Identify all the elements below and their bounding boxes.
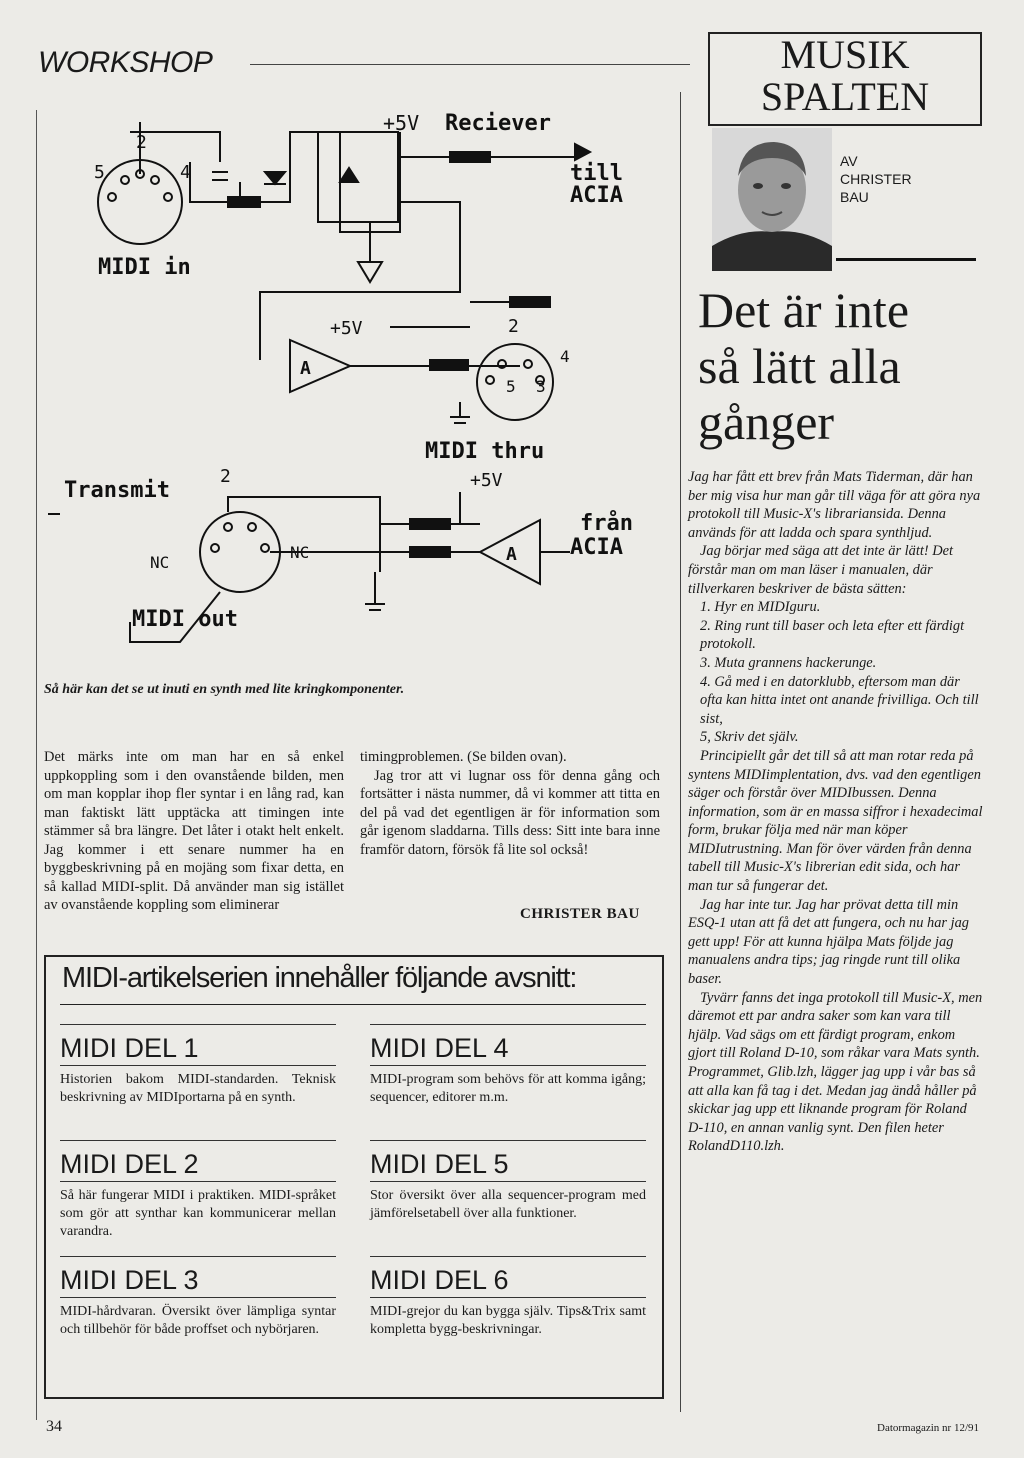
pin-label: 2 <box>508 316 519 337</box>
series-section <box>60 1140 336 1241</box>
header-rule <box>250 64 690 65</box>
body-column-1 <box>44 748 344 915</box>
headline <box>698 282 998 450</box>
pin-label: 2 <box>220 466 231 487</box>
thru-buffer <box>290 340 350 392</box>
list-item: 3. Muta grannens hackerunge. <box>700 654 877 671</box>
label-plus5-receiver: +5V <box>383 111 420 135</box>
paragraph: Jag har fått ett brev från Mats Tiderman, där han ber mig visa hur man går till väga för att göra nya protokoll till Music-X's librariansida. Denna används för att ladda och spara synthljud. <box>688 469 981 541</box>
label-midi-out: MIDI out <box>132 607 238 632</box>
list-item: 1. Hyr en MIDIguru. <box>700 599 821 616</box>
byline-last-name: BAU <box>840 189 869 205</box>
series-section-desc: Så här fungerar MIDI i praktiken. MIDI-språket som gör att synthar kan kommunicerar mellan varandra. <box>60 1188 336 1239</box>
label-midi-thru: MIDI thru <box>425 439 545 464</box>
pin-label: 5 <box>94 162 105 183</box>
portrait-image <box>712 128 832 271</box>
label-nc-left: NC <box>150 553 170 572</box>
pin-label: 2 <box>136 132 147 153</box>
byline-rule <box>836 258 976 261</box>
left-margin-rule <box>36 110 37 1420</box>
column-rule <box>680 92 681 1412</box>
paragraph: timingproblemen. (Se bilden ovan). <box>360 749 567 765</box>
series-section-desc: MIDI-grejor du kan bygga själv. Tips&Trix samt kompletta bygg-beskrivningar. <box>370 1304 646 1337</box>
list-item: 5, Skriv det själv. <box>700 729 799 746</box>
series-section <box>60 1024 336 1107</box>
paragraph: Jag har inte tur. Jag har prövat detta till min ESQ-1 utan att få det att fungera, och nu har jag gett upp! För att kunna hjälpa Mats följde jag manualens andra tips; jag ringde runt till olika baser. <box>688 896 969 988</box>
paragraph: Jag tror att vi lugnar oss för denna gång och fortsätter i nästa nummer, då vi kommer att titta en del på vad det egentligen är för information som går igenom sladdarna. Tills dess: Sitt inte bara inne framför datorn, försök få lite sol också! <box>360 767 660 858</box>
label-transmit: Transmit <box>64 478 170 503</box>
series-section-desc: Historien bakom MIDI-standarden. Teknisk beskrivning av MIDIportarna på en synth. <box>60 1072 336 1105</box>
paragraph: Tyvärr fanns det inga protokoll till Music-X, men däremot ett par andra saker som kan vara till hjälp. Vad sägs om ett färdigt program, enkom gjort till Roland D-10, som råkar vara Mats synth. Programmet, Glib.lzh, lägger jag upp i vår bas så att alla kan få tag i det. Medan jag ändå håller på skickar jag upp ett liknande program för Roland D-110, en annan vanlig synt. Den filen heter RolandD110.lzh. <box>688 989 983 1155</box>
series-section <box>370 1140 646 1223</box>
series-section <box>370 1024 646 1107</box>
byline <box>840 152 912 206</box>
headline-line-2: så lätt alla <box>698 338 901 394</box>
series-section-desc: MIDI-hårdvaran. Översikt över lämpliga syntar och tillbehör för både proffset och nybörjaren. <box>60 1304 336 1337</box>
signature: CHRISTER BAU <box>520 906 640 922</box>
label-plus5-mid: +5V <box>330 318 363 339</box>
section-label: WORKSHOP <box>38 46 213 79</box>
label-midi-in: MIDI in <box>98 255 191 280</box>
paragraph: Det märks inte om man har en så enkel uppkoppling som i den ovanstående bilden, men om man kopplar ihop fler syntar i en lång rad, kan man faktiskt lätt upptäcka att timingen inte stämmer så bra längre. Det låter i otakt helt enkelt. Jag kommer i ett senare nummer ha en byggbeskrivning på en mojäng som fixar detta, en så kallad MIDI-split. Då använder man sig istället av ovanstående koppling som eliminerar <box>44 749 344 913</box>
author-portrait <box>712 128 832 271</box>
series-section-desc: Stor översikt över alla sequencer-program med jämförelsetabell över alla funktioner. <box>370 1188 646 1221</box>
label-fran: från <box>580 511 633 536</box>
series-section-title: MIDI DEL 3 <box>60 1263 336 1298</box>
column-title-box <box>708 32 982 126</box>
right-column-text <box>688 468 984 1156</box>
list-item: 4. Gå med i en datorklubb, eftersom man där ofta kan hitta intet ont anande frivilliga. Och till sist, <box>700 673 979 727</box>
label-buffer-a-thru: A <box>300 358 311 379</box>
body-column-2 <box>360 748 660 859</box>
page-number: 34 <box>46 1418 62 1435</box>
headline-line-3: gånger <box>698 394 835 450</box>
label-buffer-a-out: A <box>506 544 517 565</box>
series-section <box>60 1256 336 1339</box>
label-till-acia: ACIA <box>570 183 623 208</box>
series-section-title: MIDI DEL 6 <box>370 1263 646 1298</box>
label-nc-right: NC <box>290 543 310 562</box>
publication-footer: Datormagazin nr 12/91 <box>877 1422 980 1434</box>
paragraph: Jag börjar med säga att det inte är lätt! Det förstår man om man läser i manualen, där tillverkaren beskriver de bästa sätten: <box>688 543 954 597</box>
label-plus5-low: +5V <box>470 470 503 491</box>
column-title-line-1: MUSIK <box>780 32 910 77</box>
series-box-rule <box>60 1004 646 1005</box>
pin-label: 4 <box>180 162 191 183</box>
byline-first-name: CHRISTER <box>840 171 912 187</box>
column-title-line-2: SPALTEN <box>760 74 930 119</box>
midi-circuit-diagram <box>40 102 680 682</box>
headline-line-1: Det är inte <box>698 282 910 338</box>
series-section-title: MIDI DEL 5 <box>370 1147 646 1182</box>
byline-av: AV <box>840 153 858 169</box>
pin-label: 4 <box>560 347 570 366</box>
pin-label: 5 <box>506 377 516 396</box>
figure-caption: Så här kan det se ut inuti en synth med lite kringkomponenter. <box>44 682 405 697</box>
list-item: 2. Ring runt till baser och leta efter ett färdigt protokoll. <box>700 617 965 653</box>
paragraph: Principiellt går det till så att man rotar reda på syntens MIDIimplentation, dvs. vad den egentligen säger och förstår över MIDIbussen. Denna information, som är en massa siffror i hexadecimal form, brukar följa med när man köper MIDIutrustning. Man för över värden från denna tabell till Music-X's librerian edit sida, och har man tur så fungerar det. <box>688 747 983 895</box>
label-receiver: Reciever <box>445 111 551 136</box>
series-section-title: MIDI DEL 2 <box>60 1147 336 1182</box>
series-box-title: MIDI-artikelserien innehåller följande avsnitt: <box>62 962 577 994</box>
label-fran-acia: ACIA <box>570 535 623 560</box>
series-section-title: MIDI DEL 1 <box>60 1031 336 1066</box>
series-section-title: MIDI DEL 4 <box>370 1031 646 1066</box>
label-till: till <box>570 161 623 186</box>
series-section-desc: MIDI-program som behövs för att komma igång; sequencer, editorer m.m. <box>370 1072 646 1105</box>
pin-label: 3 <box>536 377 546 396</box>
series-section <box>370 1256 646 1339</box>
